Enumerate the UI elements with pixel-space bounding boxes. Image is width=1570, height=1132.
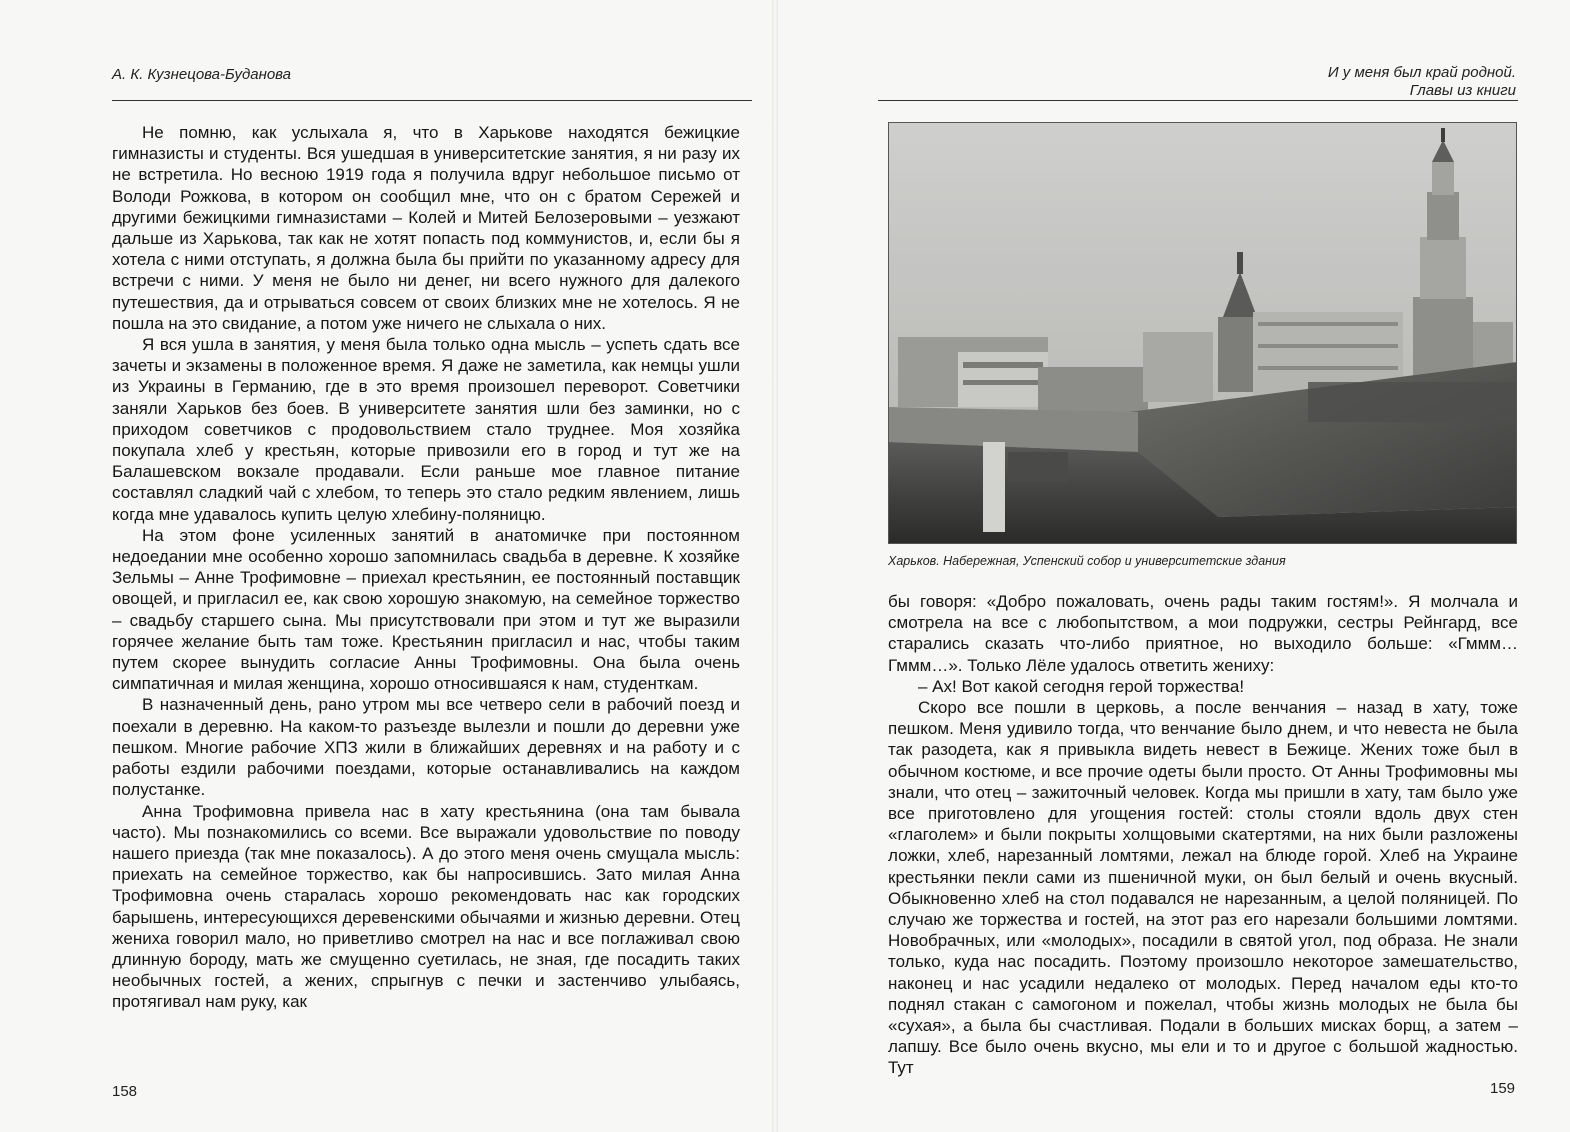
running-head-title-line: И у меня был край родной. [1327, 64, 1516, 81]
paragraph: Я вся ушла в занятия, у меня была только одна мысль – успеть сдать все зачеты и экзамены в положенное время. Я даже не заметила, как немцы ушли из Украины в Германию, где в это время произошел переворот. Советчики заняли Харьков без боев. В университете занятия шли без заминки, но с приходом советчиков с продовольствием стало труднее. Моя хозяйка покупала хлеб у крестьян, которые привозили его в город и тут же на Балашевском вокзале продавали. Если раньше мое главное питание составлял сладкий чай с хлебом, то теперь это стало редким явлением, лишь когда мне удавалось купить целую хлебину-поляницю. [112, 335, 740, 524]
photo-caption: Харьков. Набережная, Успенский собор и университетские здания [888, 554, 1286, 568]
book-gutter [772, 0, 778, 1132]
page-number-right: 159 [1490, 1080, 1516, 1097]
running-head-author: А. К. Кузнецова-Буданова [112, 66, 292, 83]
header-rule [112, 100, 752, 101]
running-head-title [1200, 64, 1516, 100]
paragraph: Скоро все пошли в церковь, а после венчания – назад в хату, тоже пешком. Меня удивило тогда, что венчание было днем, и что невеста не была так разодета, как я привыкла видеть невест в Бежице. Жених тоже был в обычном костюме, и все прочие одеты были просто. От Анны Трофимовны мы знали, что отец – зажиточный человек. Когда мы пришли в хату, там было уже все приготовлено для угощения гостей: столы стояли вдоль двух стен «глаголем» и были покрыты холщовыми скатертями, на них были разложены ложки, хлеб, нарезанный ломтями, лежал на блюде горой. Хлеб на Украине крестьянки пекли сами из пшеничной муки, он был белый и очень вкусный. Обыкновенно хлеб на стол подавался не нарезанным, а целой поляницей. По случаю же торжества и гостей, на этот раз его нарезали большими ломтями. Новобрачных, или «молодых», посадили в святой угол, под образа. Не знали только, куда нас посадить. Поэтому произошло некоторое замешательство, наконец и нас усадили недалеко от молодых. Перед началом еды кто-то поднял стакан с самогоном и пожелал, чтобы жизнь молодых не была бы «сухая», а была бы счастливая. Подали в больших мисках борщ, а затем – лапшу. Все было очень вкусно, мы ели и то и другое с большой жадностью. Тут [888, 698, 1518, 1078]
right-body-text [888, 591, 1518, 1079]
paragraph: В назначенный день, рано утром мы все четверо сели в рабочий поезд и поехали в деревню. На каком-то разъезде вылезли и пошли до деревни уже пешком. Многие рабочие ХПЗ жили в ближайших деревнях и на работу и с работы ездили рабочими поездами, которые останавливались на каждом полустанке. [112, 695, 740, 800]
paragraph: Не помню, как услыхала я, что в Харькове находятся бежицкие гимназисты и студенты. Вся ушедшая в университетские занятия, я ни разу их не встретила. Но весною 1919 года я получила вдруг небольшое письмо от Володи Рожкова, в котором он сообщил мне, что он с братом Сережей и другими бежицкими гимназистами – Колей и Митей Белозеровыми – уезжают дальше из Харькова, так как не хотят попасть под коммунистов, и, если бы я хотела с ними отступать, я должна была бы прийти по указанному адресу для встречи с ними. У меня не было ни денег, ни всего нужного для далекого путешествия, да и отрываться совсем от своих близких мне не хотелось. Я не пошла на это свидание, а потом уже ничего не слыхала о них. [112, 123, 740, 333]
paragraph: На этом фоне усиленных занятий в анатомичке при постоянном недоедании мне особенно хорошо запомнилась свадьба в деревне. К хозяйке Зельмы – Анне Трофимовне – приехал крестьянин, ее постоянный поставщик овощей, и пригласил ее, как свою хорошую знакомую, на семейное торжество – свадьбу старшего сына. Мы присутствовали при этом и тут же выразили горячее желание быть там тоже. Крестьянин пригласил и нас, чтобы таким путем скорее вынудить согласие Анны Трофимовны. Она была очень симпатичная и милая женщина, хорошо относившаяся к нам, студенткам. [112, 525, 740, 694]
header-rule [878, 100, 1518, 101]
paragraph: – Ах! Вот какой сегодня герой торжества! [918, 676, 1245, 696]
photo-illustration [888, 122, 1517, 544]
photo-kharkov-embankment [888, 122, 1517, 544]
page-number-left: 158 [112, 1083, 138, 1100]
running-head-subtitle-line: Главы из книги [1409, 82, 1516, 99]
paragraph: Анна Трофимовна привела нас в хату крестьянина (она там бывала часто). Мы познакомились со всеми. Все выражали удовольствие по поводу нашего приезда (так мне показалось). А до этого меня очень смущала мысль: приехать на семейное торжество, как бы напросившись. Зато милая Анна Трофимовна очень старалась хорошо рекомендовать нас как городских барышень, интересующихся деревенскими обычаями и жизнью деревни. Отец жениха говорил мало, но приветливо смотрел на нас и все поглаживал свою длинную бороду, мать же смущенно суетилась, не зная, где посадить таких необычных гостей, а жених, спрыгнув с печки и застенчиво улыбаясь, протягивал нам руку, как [112, 801, 740, 1012]
paragraph: бы говоря: «Добро пожаловать, очень рады таким гостям!». Я молчала и смотрела на все с любопытством, а мои подружки, сестры Рейнгард, все старались сказать что-либо приятное, но выходило больше: «Гммм… Гммм…». Только Лёле удалось ответить жениху: [888, 592, 1518, 675]
left-body-text [112, 122, 740, 1013]
